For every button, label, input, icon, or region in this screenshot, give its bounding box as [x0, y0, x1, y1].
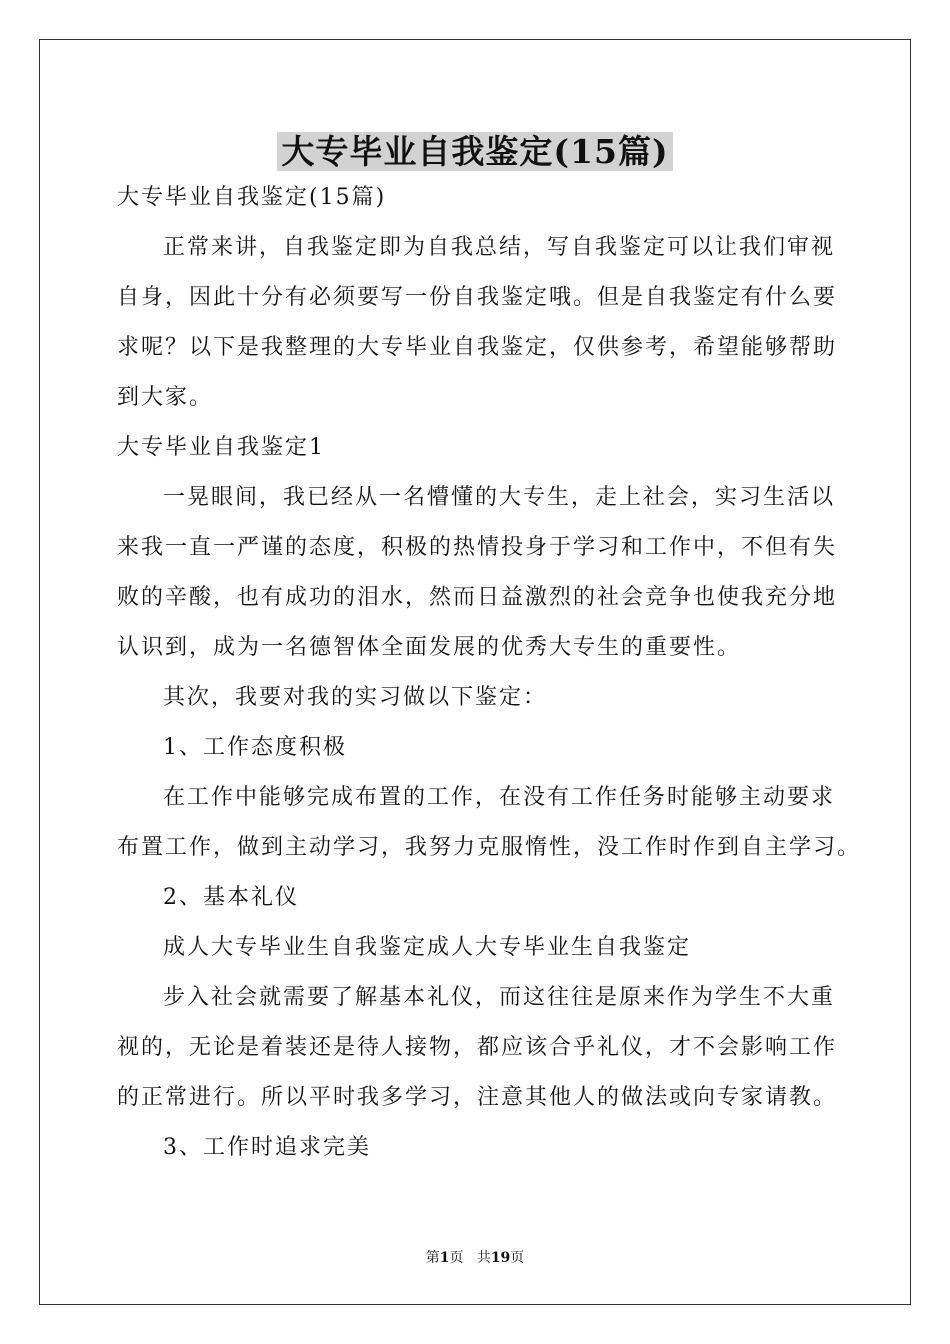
list-heading: 1、工作态度积极 — [163, 735, 347, 760]
paragraph-line: 步入社会就需要了解基本礼仪，而这往往是原来作为学生不大重 — [163, 985, 836, 1010]
paragraph-line: 视的，无论是着装还是待人接物，都应该合乎礼仪，才不会影响工作 — [117, 1035, 838, 1060]
paragraph-line: 到大家。 — [117, 385, 214, 410]
paragraph-line: 败的辛酸，也有成功的泪水，然而日益激烈的社会竞争也使我充分地 — [117, 585, 838, 610]
paragraph-line: 布置工作，做到主动学习，我努力克服惰性，没工作时作到自主学习。 — [117, 835, 862, 860]
paragraph-line: 一晃眼间，我已经从一名懵懂的大专生，走上社会，实习生活以 — [163, 485, 836, 510]
paragraph-line: 成人大专毕业生自我鉴定成人大专毕业生自我鉴定 — [163, 935, 692, 960]
footer-page-suffix: 页 — [449, 1250, 464, 1266]
footer-page-number: 1 — [439, 1250, 450, 1266]
document-title — [0, 130, 950, 174]
page-border — [39, 39, 911, 1305]
title-text: 大专毕业自我鉴定(15篇) — [277, 132, 672, 171]
paragraph-line: 认识到，成为一名德智体全面发展的优秀大专生的重要性。 — [117, 635, 742, 660]
footer-total-prefix: 共 — [476, 1250, 491, 1266]
footer-total-pages: 19 — [490, 1250, 511, 1266]
paragraph-line: 正常来讲，自我鉴定即为自我总结，写自我鉴定可以让我们审视 — [163, 235, 836, 260]
list-heading: 2、基本礼仪 — [163, 885, 299, 910]
paragraph-line: 求呢？以下是我整理的大专毕业自我鉴定，仅供参考，希望能够帮助 — [117, 335, 838, 360]
paragraph-line: 自身，因此十分有必须要写一份自我鉴定哦。但是自我鉴定有什么要 — [117, 285, 838, 310]
page-footer — [0, 1248, 950, 1268]
paragraph-line: 的正常进行。所以平时我多学习，注意其他人的做法或向专家请教。 — [117, 1085, 838, 1110]
footer-total-suffix: 页 — [510, 1250, 525, 1266]
section-heading: 大专毕业自我鉴定1 — [117, 435, 325, 460]
subtitle-line: 大专毕业自我鉴定(15篇) — [117, 185, 387, 210]
paragraph-line: 在工作中能够完成布置的工作，在没有工作任务时能够主动要求 — [163, 785, 836, 810]
list-heading: 3、工作时追求完美 — [163, 1135, 371, 1160]
footer-page-prefix: 第 — [425, 1250, 440, 1266]
paragraph-line: 来我一直一严谨的态度，积极的热情投身于学习和工作中，不但有失 — [117, 535, 838, 560]
paragraph-line: 其次，我要对我的实习做以下鉴定： — [163, 685, 548, 710]
